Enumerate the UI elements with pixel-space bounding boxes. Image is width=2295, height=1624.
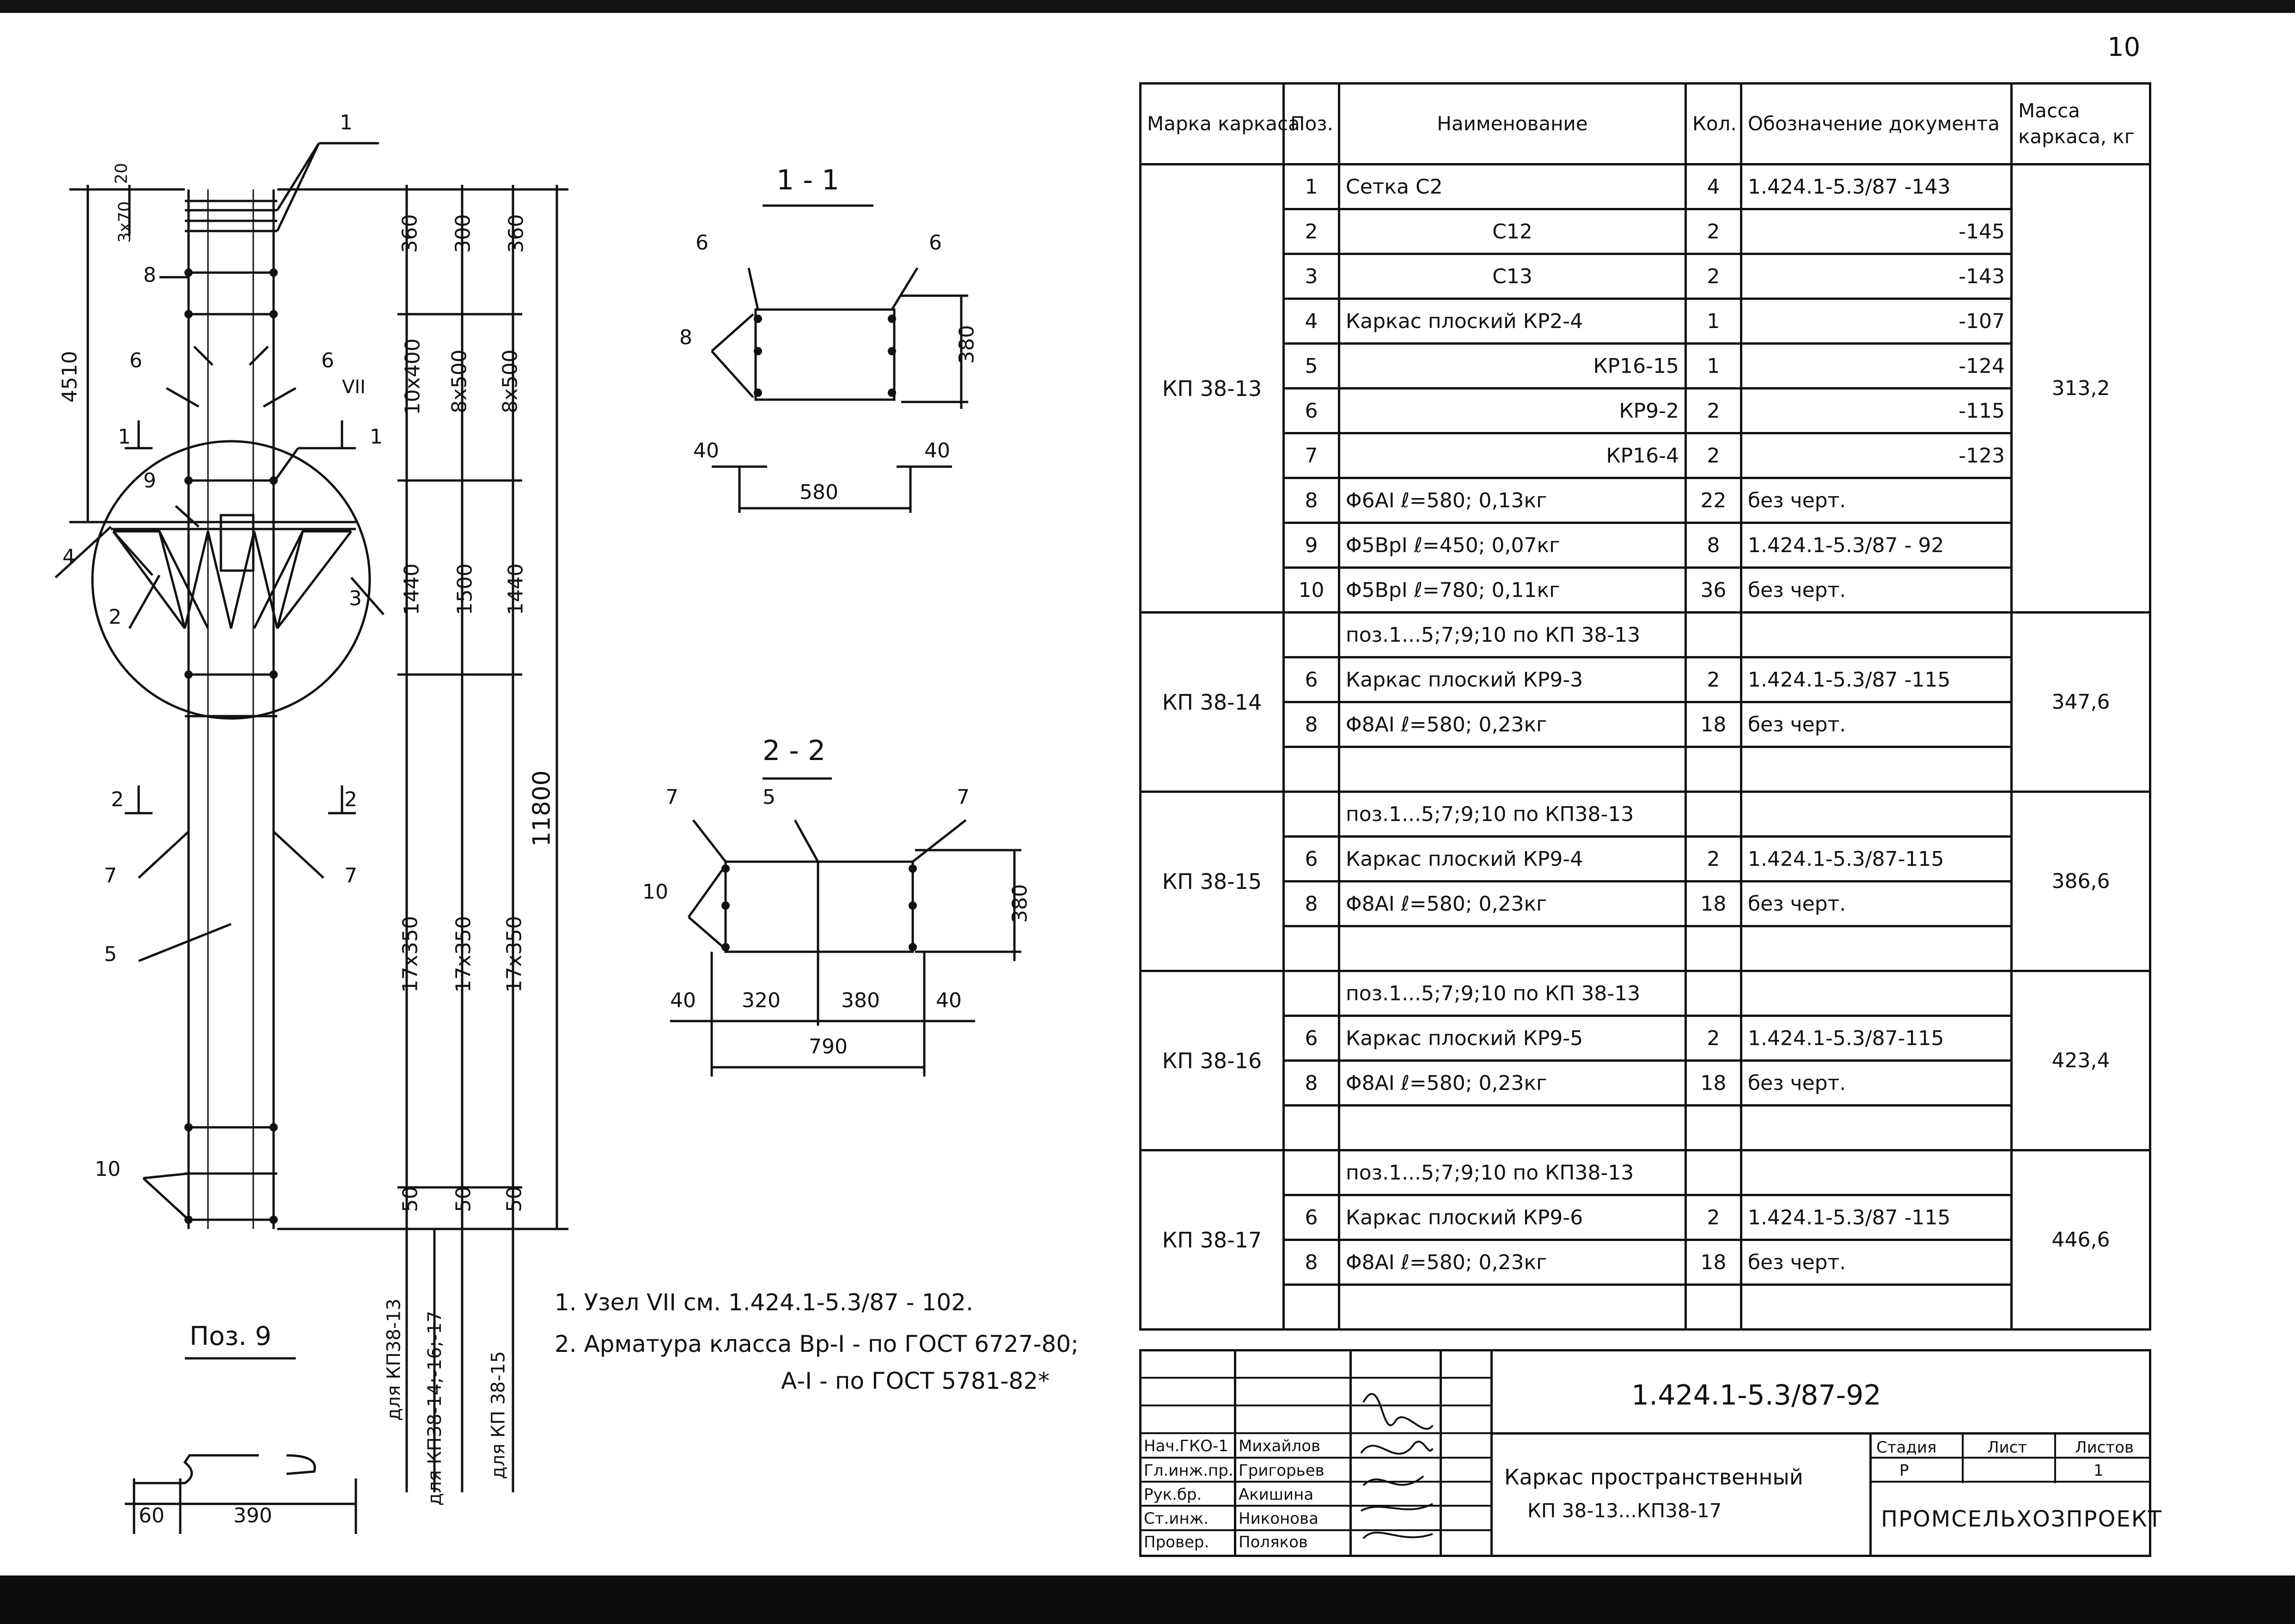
name-cell: поз.1...5;7;9;10 по КП38-13	[1339, 1150, 1686, 1195]
qty-cell: 2	[1686, 389, 1741, 433]
dim-40-a: 40	[693, 439, 719, 462]
leader-10: 10	[95, 1157, 121, 1181]
name-cell	[1339, 1285, 1686, 1330]
name-4: Никонова	[1239, 1509, 1318, 1528]
scan-bottom-edge	[0, 1575, 2295, 1624]
pos-cell: 8	[1284, 1240, 1339, 1285]
leader-3: 3	[349, 587, 362, 610]
table-row	[1141, 657, 2150, 702]
qty-cell	[1686, 747, 1741, 792]
doc-cell: без черт.	[1741, 1240, 2012, 1285]
leader-7b: 7	[344, 864, 357, 888]
qty-cell: 1	[1686, 299, 1741, 344]
doc-cell: без черт.	[1741, 568, 2012, 613]
spec-header-row	[1141, 84, 2150, 164]
mass-cell: 446,6	[2012, 1150, 2150, 1330]
note-2a: 2. Арматура класса Вр-I - по ГОСТ 6727-80;	[555, 1331, 1079, 1357]
dim-1440-a: 1440	[400, 563, 424, 615]
qty-cell: 18	[1686, 882, 1741, 926]
pos-cell: 8	[1284, 702, 1339, 747]
pos-cell: 4	[1284, 299, 1339, 344]
sheet-label: Лист	[1987, 1438, 2027, 1457]
mark-cell: КП 38-15	[1141, 792, 1284, 971]
section-1-1-title: 1 - 1	[776, 164, 840, 196]
dim-17x350-a: 17x350	[398, 916, 422, 993]
stage-label: Стадия	[1876, 1438, 1937, 1457]
sheets-count: 1	[2094, 1461, 2104, 1480]
qty-cell: 18	[1686, 702, 1741, 747]
dim-40-d: 40	[936, 989, 962, 1012]
table-row	[1141, 1150, 2150, 1195]
dim-17x350-b: 17x350	[452, 916, 476, 993]
cut-1-left: 1	[118, 425, 131, 449]
doc-cell: 1.424.1-5.3/87 -115	[1741, 1195, 2012, 1240]
qty-cell: 2	[1686, 657, 1741, 702]
pos-cell	[1284, 792, 1339, 837]
name-3: Акишина	[1239, 1485, 1314, 1504]
table-row	[1141, 254, 2150, 299]
table-row	[1141, 613, 2150, 657]
table-row	[1141, 568, 2150, 613]
qty-cell: 2	[1686, 254, 1741, 299]
doc-cell: 1.424.1-5.3/87 -143	[1741, 164, 2012, 209]
table-row	[1141, 702, 2150, 747]
dim-20: 20	[112, 163, 131, 184]
table-row	[1141, 882, 2150, 926]
organization-name: ПРОМСЕЛЬХОЗПРОЕКТ	[1881, 1506, 2163, 1532]
name-1: Михайлов	[1239, 1437, 1321, 1455]
s22-leader-5: 5	[763, 785, 775, 809]
name-cell: Каркас плоский КР9-6	[1339, 1195, 1686, 1240]
stage-value: Р	[1899, 1461, 1909, 1480]
doc-cell: без черт.	[1741, 702, 2012, 747]
leader-6b: 6	[321, 349, 334, 372]
table-row	[1141, 1240, 2150, 1285]
signatures-image	[1354, 1351, 1437, 1555]
pos-cell	[1284, 1285, 1339, 1330]
qty-cell: 2	[1686, 209, 1741, 254]
pos-cell: 8	[1284, 478, 1339, 523]
cut-1-right: 1	[370, 425, 383, 449]
qty-cell: 2	[1686, 1195, 1741, 1240]
qty-cell	[1686, 792, 1741, 837]
doc-cell	[1741, 1285, 2012, 1330]
table-row	[1141, 164, 2150, 209]
section-2-2-title: 2 - 2	[763, 735, 826, 767]
doc-cell	[1741, 926, 2012, 971]
qty-cell: 22	[1686, 478, 1741, 523]
name-cell: Φ8AI ℓ=580; 0,23кг	[1339, 702, 1686, 747]
name-2: Григорьев	[1239, 1461, 1325, 1480]
dim-3x70: 3x70	[115, 201, 134, 243]
qty-cell: 2	[1686, 837, 1741, 882]
dim-10x400: 10x400	[401, 338, 425, 415]
table-row	[1141, 1016, 2150, 1061]
cut-2-left: 2	[111, 788, 124, 811]
dim-790: 790	[809, 1035, 848, 1058]
name-cell: Φ8AI ℓ=580; 0,23кг	[1339, 1061, 1686, 1106]
specification-table	[1139, 82, 2151, 1331]
pos-cell: 6	[1284, 389, 1339, 433]
dim-1500: 1500	[453, 563, 477, 615]
doc-cell	[1741, 792, 2012, 837]
table-row	[1141, 837, 2150, 882]
header-qty: Кол.	[1686, 84, 1741, 164]
leader-1: 1	[340, 111, 353, 134]
dim-300: 300	[451, 214, 475, 253]
pos-cell: 7	[1284, 433, 1339, 478]
qty-cell: 8	[1686, 523, 1741, 568]
s22-leader-7b: 7	[957, 785, 970, 809]
sheets-label: Листов	[2075, 1438, 2134, 1457]
qty-cell: 18	[1686, 1061, 1741, 1106]
qty-cell: 4	[1686, 164, 1741, 209]
pos-cell	[1284, 613, 1339, 657]
name-cell: поз.1...5;7;9;10 по КП38-13	[1339, 792, 1686, 837]
mark-cell: КП 38-17	[1141, 1150, 1284, 1330]
doc-cell	[1741, 613, 2012, 657]
name-cell: С12	[1339, 209, 1686, 254]
name-cell: Φ5BpI ℓ=780; 0,11кг	[1339, 568, 1686, 613]
doc-cell: 1.424.1-5.3/87-115	[1741, 837, 2012, 882]
doc-cell: -145	[1741, 209, 2012, 254]
name-cell: КР16-4	[1339, 433, 1686, 478]
mass-cell: 386,6	[2012, 792, 2150, 971]
name-cell: Φ8AI ℓ=580; 0,23кг	[1339, 1240, 1686, 1285]
leader-9: 9	[143, 469, 156, 493]
name-cell: КР16-15	[1339, 344, 1686, 389]
table-row	[1141, 344, 2150, 389]
col-label-kp38-13: для КП38-13	[383, 1298, 405, 1421]
sheet-number: 10	[2107, 32, 2141, 62]
note-2b: А-I - по ГОСТ 5781-82*	[781, 1368, 1050, 1394]
table-row	[1141, 209, 2150, 254]
name-cell	[1339, 926, 1686, 971]
table-row	[1141, 747, 2150, 792]
doc-cell: -107	[1741, 299, 2012, 344]
dim-17x350-c: 17x350	[502, 916, 526, 993]
pos-cell: 10	[1284, 568, 1339, 613]
name-cell: Φ8AI ℓ=580; 0,23кг	[1339, 882, 1686, 926]
table-row	[1141, 926, 2150, 971]
leader-4: 4	[62, 545, 75, 569]
header-name: Наименование	[1339, 84, 1686, 164]
pos-cell: 6	[1284, 657, 1339, 702]
name-cell: Каркас плоский КР9-4	[1339, 837, 1686, 882]
s11-leader-8: 8	[679, 326, 692, 349]
leader-7a: 7	[104, 864, 117, 888]
qty-cell	[1686, 1285, 1741, 1330]
qty-cell	[1686, 971, 1741, 1016]
title-block	[1139, 1349, 2163, 1557]
table-row	[1141, 971, 2150, 1016]
name-cell: Сетка С2	[1339, 164, 1686, 209]
mass-cell: 347,6	[2012, 613, 2150, 792]
mass-cell: 313,2	[2012, 164, 2150, 613]
pos-cell: 2	[1284, 209, 1339, 254]
doc-cell: 1.424.1-5.3/87 - 92	[1741, 523, 2012, 568]
qty-cell	[1686, 1106, 1741, 1150]
doc-cell: без черт.	[1741, 478, 2012, 523]
pos-cell: 1	[1284, 164, 1339, 209]
s22-leader-10: 10	[642, 880, 668, 904]
pos-cell: 8	[1284, 882, 1339, 926]
qty-cell	[1686, 1150, 1741, 1195]
dim-8x500-b: 8x500	[498, 349, 522, 414]
name-cell: поз.1...5;7;9;10 по КП 38-13	[1339, 971, 1686, 1016]
table-row	[1141, 299, 2150, 344]
cut-2-right: 2	[344, 788, 357, 811]
doc-cell: 1.424.1-5.3/87-115	[1741, 1016, 2012, 1061]
doc-cell: -123	[1741, 433, 2012, 478]
pos-cell: 9	[1284, 523, 1339, 568]
dim-360-b: 360	[504, 214, 528, 253]
pos-cell: 6	[1284, 1016, 1339, 1061]
mark-cell: КП 38-13	[1141, 164, 1284, 613]
mark-cell: КП 38-16	[1141, 971, 1284, 1150]
dim-50-b: 50	[452, 1186, 476, 1212]
name-5: Поляков	[1239, 1533, 1308, 1551]
dim-8x500-a: 8x500	[447, 349, 471, 414]
dim-40-b: 40	[924, 439, 950, 462]
pos-cell: 8	[1284, 1061, 1339, 1106]
qty-cell: 2	[1686, 1016, 1741, 1061]
mass-cell: 423,4	[2012, 971, 2150, 1150]
doc-cell: без черт.	[1741, 882, 2012, 926]
role-3: Рук.бр.	[1144, 1485, 1202, 1504]
pos-cell: 6	[1284, 1195, 1339, 1240]
qty-cell: 18	[1686, 1240, 1741, 1285]
table-row	[1141, 1195, 2150, 1240]
leader-5: 5	[104, 943, 117, 966]
s22-leader-7a: 7	[665, 785, 678, 809]
pos-cell	[1284, 1150, 1339, 1195]
name-cell	[1339, 747, 1686, 792]
dim-60: 60	[139, 1504, 165, 1527]
dim-1440-b: 1440	[504, 563, 528, 615]
note-1: 1. Узел VII см. 1.424.1-5.3/87 - 102.	[555, 1289, 973, 1316]
mark-cell: КП 38-14	[1141, 613, 1284, 792]
table-row	[1141, 433, 2150, 478]
name-cell: Φ5BpI ℓ=450; 0,07кг	[1339, 523, 1686, 568]
name-cell	[1339, 1106, 1686, 1150]
doc-cell	[1741, 747, 2012, 792]
name-cell: С13	[1339, 254, 1686, 299]
pos-cell: 6	[1284, 837, 1339, 882]
table-row	[1141, 1106, 2150, 1150]
name-cell: Каркас плоский КР9-5	[1339, 1016, 1686, 1061]
table-row	[1141, 478, 2150, 523]
pos-cell: 5	[1284, 344, 1339, 389]
name-cell: Каркас плоский КР2-4	[1339, 299, 1686, 344]
pos-cell	[1284, 747, 1339, 792]
node-vii-label: VII	[342, 377, 366, 398]
dim-40-c: 40	[670, 989, 696, 1012]
role-5: Провер.	[1144, 1533, 1209, 1551]
pos-cell	[1284, 1106, 1339, 1150]
qty-cell: 2	[1686, 433, 1741, 478]
role-4: Ст.инж.	[1144, 1509, 1209, 1528]
name-cell: КР9-2	[1339, 389, 1686, 433]
header-pos: Поз.	[1284, 84, 1339, 164]
doc-cell: 1.424.1-5.3/87 -115	[1741, 657, 2012, 702]
doc-cell	[1741, 1150, 2012, 1195]
doc-cell	[1741, 1106, 2012, 1150]
doc-cell: -124	[1741, 344, 2012, 389]
doc-cell: без черт.	[1741, 1061, 2012, 1106]
s11-leader-6a: 6	[696, 231, 708, 255]
qty-cell: 1	[1686, 344, 1741, 389]
pos-cell	[1284, 926, 1339, 971]
leader-2: 2	[109, 605, 122, 629]
title-line-1: Каркас пространственный	[1504, 1465, 1803, 1490]
dim-380-c: 380	[1008, 884, 1032, 923]
pos-cell: 3	[1284, 254, 1339, 299]
dim-380-a: 380	[955, 325, 979, 364]
title-line-2: КП 38-13...КП38-17	[1527, 1499, 1722, 1522]
table-row	[1141, 1285, 2150, 1330]
dim-320: 320	[742, 989, 781, 1012]
header-doc: Обозначение документа	[1741, 84, 2012, 164]
header-mark: Марка каркаса	[1141, 84, 1284, 164]
dim-50-c: 50	[502, 1186, 526, 1212]
leader-8: 8	[143, 263, 156, 287]
dim-11800: 11800	[528, 770, 556, 847]
role-2: Гл.инж.пр.	[1144, 1461, 1233, 1480]
name-cell: поз.1...5;7;9;10 по КП 38-13	[1339, 613, 1686, 657]
header-mass: Масса каркаса, кг	[2012, 84, 2150, 164]
table-row	[1141, 389, 2150, 433]
dim-4510: 4510	[58, 351, 82, 403]
leader-6a: 6	[129, 349, 142, 372]
dim-360-a: 360	[398, 214, 422, 253]
table-row	[1141, 523, 2150, 568]
doc-cell: -143	[1741, 254, 2012, 299]
doc-code: 1.424.1-5.3/87-92	[1631, 1379, 1881, 1411]
doc-cell	[1741, 971, 2012, 1016]
name-cell: Φ6AI ℓ=580; 0,13кг	[1339, 478, 1686, 523]
pos-cell	[1284, 971, 1339, 1016]
name-cell: Каркас плоский КР9-3	[1339, 657, 1686, 702]
dim-380-b: 380	[841, 989, 880, 1012]
dim-580: 580	[800, 481, 838, 504]
qty-cell	[1686, 926, 1741, 971]
table-row	[1141, 1061, 2150, 1106]
doc-cell: -115	[1741, 389, 2012, 433]
dim-50-a: 50	[398, 1186, 422, 1212]
qty-cell	[1686, 613, 1741, 657]
qty-cell: 36	[1686, 568, 1741, 613]
s11-leader-6b: 6	[929, 231, 942, 255]
dim-390: 390	[233, 1504, 272, 1527]
role-1: Нач.ГКО-1	[1144, 1437, 1228, 1455]
pos9-title: Поз. 9	[189, 1321, 272, 1351]
col-label-kp38-15: для КП 38-15	[488, 1351, 509, 1479]
col-label-kp38-14-16-17: для КП38-14;-16;-17	[424, 1310, 446, 1506]
table-row	[1141, 792, 2150, 837]
